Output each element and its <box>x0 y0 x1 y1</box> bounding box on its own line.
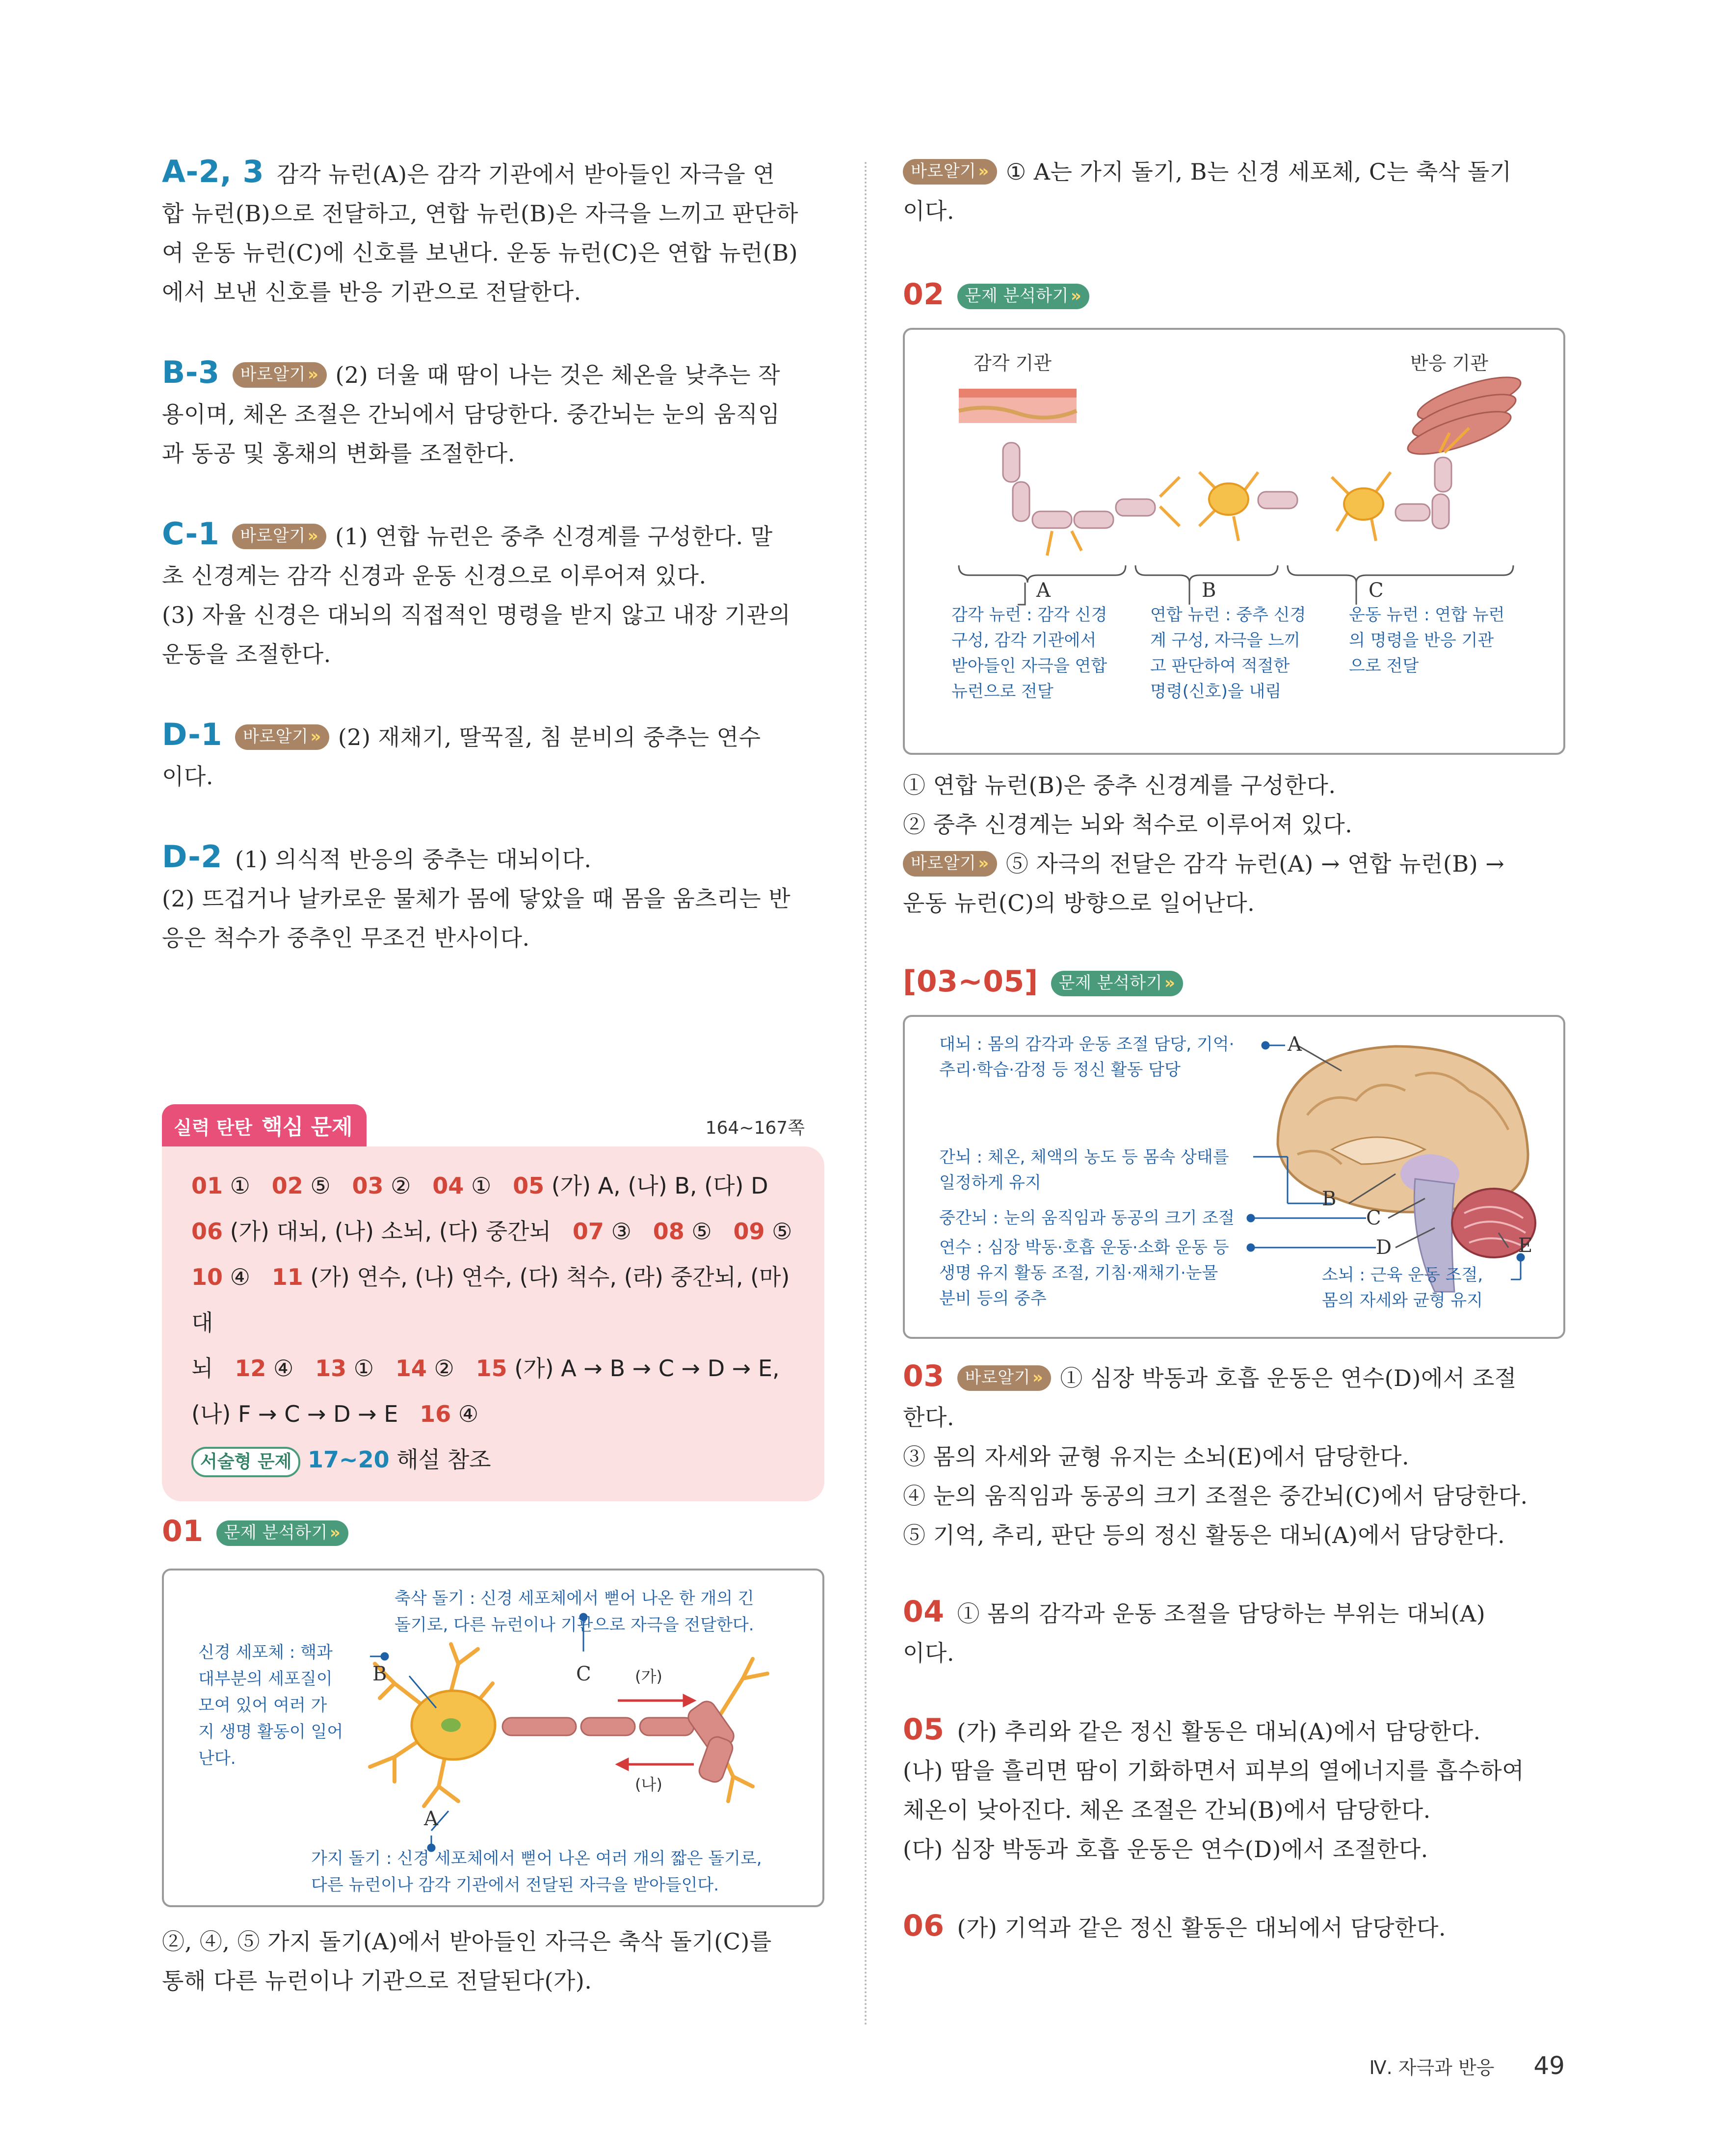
reflex-path-figure <box>903 328 1565 755</box>
answer-head: C-1 <box>162 516 220 552</box>
label-b: B <box>1322 1188 1337 1210</box>
key-row: (나) F → C → D → E 16 ④ <box>191 1401 479 1427</box>
correction-badge: 바로알기 » <box>233 362 327 388</box>
page-number: 49 <box>1533 2051 1565 2080</box>
page-footer <box>1370 2051 1565 2080</box>
answer-d1: D-1 바로알기 » (2) 재채기, 딸꾹질, 침 분비의 중추는 연수 이다. <box>162 717 761 790</box>
answer-head: B-3 <box>162 354 220 390</box>
label-c: C <box>1366 1207 1381 1229</box>
q01-header: 01 문제 분석하기 » <box>162 1512 824 1553</box>
motor-neuron-desc: 운동 뉴런 : 연합 뉴런 의 명령을 반응 기관 으로 전달 <box>1349 605 1505 676</box>
correction-badge: 바로알기 » <box>232 524 326 549</box>
effector-label: 반응 기관 <box>1410 352 1488 374</box>
q03-text: 03 바로알기 » ① 심장 박동과 호흡 운동은 연수(D)에서 조절 한다. ③ 몸의 자세와 균형 유지는 소뇌(E)에서 담당한다. ④ 눈의 움직임과 동공의 크기 조절은 중간뇌(C)에서 담당한다. ⑤ 기억, 추리, 판단 등의 정신 활동은 대뇌(A)에서 담당한다. <box>903 1359 1528 1548</box>
dendrite-label: 가지 돌기 : 신경 세포체에서 뻗어 나온 여러 개의 짧은 돌기로, 다른 뉴런이나 감각 기관에서 전달된 자극을 받아들인다. <box>311 1849 762 1895</box>
answer-a23: A-2, 3 감각 뉴런(A)은 감각 기관에서 받아들인 자극을 연 합 뉴런(B)으로 전달하고, 연합 뉴런(B)은 자극을 느끼고 판단하 여 운동 뉴런(C)에 신호를 보낸다. 운동 뉴런(C)은 연합 뉴런(B) 에서 보낸 신호를 반응 기관으로 전달한다. <box>162 154 798 305</box>
section-title: Ⅳ. 자극과 반응 <box>1369 2057 1495 2078</box>
key-row: 01 ① 02 ⑤ 03 ② 04 ① 05 (가) A, (나) B, (다) D <box>191 1172 768 1199</box>
cerebellum-label: 소뇌 : 근육 운동 조절, 몸의 자세와 균형 유지 <box>1322 1265 1483 1310</box>
key-row: 뇌 12 ④ 13 ① 14 ② 15 (가) A → B → C → D → E, <box>191 1355 780 1382</box>
column-divider <box>865 162 867 2027</box>
medulla-label: 연수 : 심장 박동·호흡 운동·소화 운동 등 생명 유지 활동 조절, 기침·재채기·눈물 분비 등의 중추 <box>939 1238 1229 1308</box>
q02-text: ① 연합 뉴런(B)은 중추 신경계를 구성한다. ② 중추 신경계는 뇌와 척수로 이루어져 있다. 바로알기 » ⑤ 자극의 전달은 감각 뉴런(A) → 연합 뉴런(B) → 운동 뉴런(C)의 방향으로 일어난다. <box>903 772 1505 916</box>
key-row: 10 ④ 11 (가) 연수, (나) 연수, (다) 척수, (라) 중간뇌, (마) 대 <box>191 1264 790 1336</box>
label-ga: (가) <box>635 1667 662 1686</box>
correction-badge: 바로알기 » <box>903 159 997 185</box>
key-essay-row: 서술형 문제 17~20 해설 참조 <box>191 1437 803 1483</box>
label-a: A <box>1036 579 1051 602</box>
analysis-badge: 문제 분석하기 » <box>216 1520 349 1546</box>
key-row: 06 (가) 대뇌, (나) 소뇌, (다) 중간뇌 07 ③ 08 ⑤ 09 ⑤ <box>191 1218 792 1245</box>
label-na: (나) <box>635 1775 662 1794</box>
answer-head: D-1 <box>162 717 222 752</box>
answer-key-body <box>162 1146 824 1501</box>
q06-text: 06 (가) 기억과 같은 정신 활동은 대뇌에서 담당한다. <box>903 1909 1447 1943</box>
axon-label: 축삭 돌기 : 신경 세포체에서 뻗어 나온 한 개의 긴 돌기로, 다른 뉴런이나 기관으로 자극을 전달한다. <box>395 1589 754 1635</box>
q05-text: 05 (가) 추리와 같은 정신 활동은 대뇌(A)에서 담당한다. (나) 땀을 흘리면 땀이 기화하면서 피부의 열에너지를 흡수하여 체온이 낮아진다. 체온 조절은 간뇌(B)에서 담당한다. (다) 심장 박동과 호흡 운동은 연수(D)에서 조절한다. <box>903 1712 1525 1863</box>
brain-figure <box>903 1015 1565 1339</box>
cerebrum-label: 대뇌 : 몸의 감각과 운동 조절 담당, 기억· 추리·학습·감정 등 정신 활동 담당 <box>939 1035 1235 1080</box>
answer-d2: D-2 (1) 의식적 반응의 중추는 대뇌이다. (2) 뜨겁거나 날카로운 물체가 몸에 닿았을 때 몸을 움츠리는 반 응은 척수가 중추인 무조건 반사이다. <box>162 839 791 951</box>
label-c: C <box>1369 579 1384 602</box>
correction-badge: 바로알기 » <box>957 1365 1052 1391</box>
analysis-badge: 문제 분석하기 » <box>957 284 1090 309</box>
q02-header: 02 문제 분석하기 » <box>903 275 1565 316</box>
page-range: 164~167쪽 <box>705 1118 805 1138</box>
interneuron-desc: 연합 뉴런 : 중추 신경 계 구성, 자극을 느끼 고 판단하여 적절한 명령(신호)을 내림 <box>1150 605 1306 701</box>
question-01 <box>162 1512 824 2000</box>
label-d: D <box>1376 1236 1392 1259</box>
sense-organ-label: 감각 기관 <box>974 352 1052 374</box>
label-b: B <box>1202 579 1216 602</box>
left-column <box>162 152 824 999</box>
cell-body-label: 신경 세포체 : 핵과 대부분의 세포질이 모여 있어 여러 가 지 생명 활동이 일어 난다. <box>198 1643 343 1768</box>
label-b: B <box>372 1663 387 1685</box>
answer-head: D-2 <box>162 839 222 875</box>
midbrain-label: 중간뇌 : 눈의 움직임과 동공의 크기 조절 <box>939 1208 1235 1228</box>
label-a: A <box>1288 1033 1302 1056</box>
answer-head: A-2, 3 <box>162 154 264 189</box>
correction-badge: 바로알기 » <box>903 851 997 877</box>
q04-text: 04 ① 몸의 감각과 운동 조절을 담당하는 부위는 대뇌(A) 이다. <box>903 1595 1486 1666</box>
sensory-neuron-desc: 감각 뉴런 : 감각 신경 구성, 감각 기관에서 받아들인 자극을 연합 뉴런으로 전달 <box>951 605 1107 701</box>
analysis-badge: 문제 분석하기 » <box>1051 971 1184 996</box>
correction-badge: 바로알기 » <box>235 724 329 750</box>
label-c: C <box>576 1663 591 1685</box>
answer-b3: B-3 바로알기 » (2) 더울 때 땀이 나는 것은 체온을 낮추는 작 용이며, 체온 조절은 간뇌에서 담당한다. 중간뇌는 눈의 움직임 과 동공 및 홍채의 변화를 조절한다. <box>162 354 781 467</box>
label-e: E <box>1518 1234 1533 1257</box>
answer-key-tab: 실력 탄탄 핵심 문제 <box>162 1104 367 1146</box>
diencephalon-label: 간뇌 : 체온, 체액의 농도 등 몸속 상태를 일정하게 유지 <box>939 1147 1229 1193</box>
answer-key-box <box>162 1104 824 1501</box>
essay-badge: 서술형 문제 <box>191 1447 300 1477</box>
label-a: A <box>424 1808 438 1830</box>
right-column <box>903 152 1565 1947</box>
answer-c1: C-1 바로알기 » (1) 연합 뉴런은 중추 신경계를 구성한다. 말 초 신경계는 감각 신경과 운동 신경으로 이루어져 있다. (3) 자율 신경은 대뇌의 직접적인 명령을 받지 않고 내장 기관의 운동을 조절한다. <box>162 516 791 667</box>
neuron-figure <box>162 1569 824 1907</box>
q01-correction: 바로알기 » ① A는 가지 돌기, B는 신경 세포체, C는 축삭 돌기 이다. <box>903 159 1512 224</box>
q0305-header: [03~05] 문제 분석하기 » <box>903 962 1565 1003</box>
q01-text: ②, ④, ⑤ 가지 돌기(A)에서 받아들인 자극은 축삭 돌기(C)를 통해 다른 뉴런이나 기관으로 전달된다(가). <box>162 1928 772 1994</box>
